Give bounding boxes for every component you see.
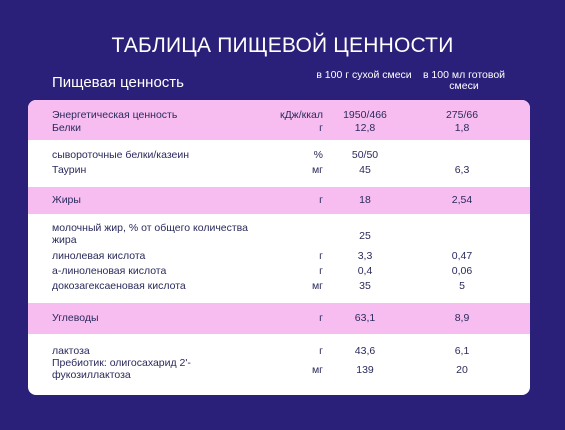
table-row <box>28 194 530 207</box>
row-value-dry: 139 <box>356 364 374 376</box>
table-row <box>28 223 530 249</box>
row-name: а-линоленовая кислота <box>52 265 167 277</box>
row-name: сывороточные белки/казеин <box>52 149 190 161</box>
row-name: Пребиотик: олигосахарид 2'-фукозиллактоза <box>52 357 191 381</box>
row-unit: % <box>313 149 323 161</box>
page-title: ТАБЛИЦА ПИЩЕВОЙ ЦЕННОСТИ <box>111 34 454 57</box>
row-value-dry: 25 <box>359 230 371 242</box>
row-name: Углеводы <box>52 312 99 324</box>
row-value-prepared: 8,9 <box>454 312 470 324</box>
table-row <box>28 358 530 384</box>
table-row <box>28 280 530 293</box>
row-value-dry: 0,4 <box>357 265 373 277</box>
row-unit: мг <box>311 280 323 292</box>
row-value-prepared: 2,54 <box>451 194 473 206</box>
table-row <box>28 122 530 135</box>
row-name: лактоза <box>52 345 90 357</box>
row-value-prepared: 0,47 <box>451 250 473 262</box>
header-col-dry: в 100 г сухой смеси <box>316 69 412 81</box>
row-unit: г <box>319 345 323 357</box>
nutrition-table <box>28 100 530 395</box>
table-row <box>28 312 530 325</box>
row-value-prepared: 1,8 <box>454 122 470 134</box>
row-name: Белки <box>52 122 81 134</box>
row-unit: г <box>319 194 323 206</box>
row-value-prepared: 275/66 <box>445 109 479 121</box>
row-unit: кДж/ккал <box>279 109 323 121</box>
row-value-dry: 63,1 <box>354 312 376 324</box>
table-row <box>28 164 530 177</box>
row-value-dry: 12,8 <box>354 122 376 134</box>
row-unit: мг <box>311 164 323 176</box>
row-name: Энергетическая ценность <box>52 109 178 121</box>
row-value-prepared: 5 <box>459 280 465 292</box>
row-unit: мг <box>311 364 323 376</box>
row-unit: г <box>319 312 323 324</box>
table-row <box>28 109 530 122</box>
row-value-dry: 1950/466 <box>343 109 387 121</box>
table-row <box>28 265 530 278</box>
table-row <box>28 149 530 162</box>
row-value-dry: 3,3 <box>357 250 373 262</box>
row-value-dry: 18 <box>359 194 371 206</box>
header-label: Пищевая ценность <box>52 74 184 91</box>
row-value-dry: 35 <box>359 280 371 292</box>
row-value-dry: 45 <box>359 164 371 176</box>
row-value-prepared: 6,1 <box>454 345 470 357</box>
row-name: докозагексаеновая кислота <box>52 280 186 292</box>
row-name: линолевая кислота <box>52 250 146 262</box>
row-unit: г <box>319 265 323 277</box>
table-row <box>28 250 530 263</box>
row-value-prepared: 20 <box>456 364 468 376</box>
row-value-prepared: 0,06 <box>451 265 473 277</box>
row-value-dry: 43,6 <box>354 345 376 357</box>
row-value-prepared: 6,3 <box>454 164 470 176</box>
header-col-prepared: в 100 мл готовой смеси <box>422 69 506 92</box>
row-name: молочный жир, % от общего количества жира <box>52 222 248 246</box>
row-unit: г <box>319 250 323 262</box>
row-value-dry: 50/50 <box>351 149 379 161</box>
row-unit: г <box>319 122 323 134</box>
row-name: Таурин <box>52 164 87 176</box>
row-name: Жиры <box>52 194 81 206</box>
